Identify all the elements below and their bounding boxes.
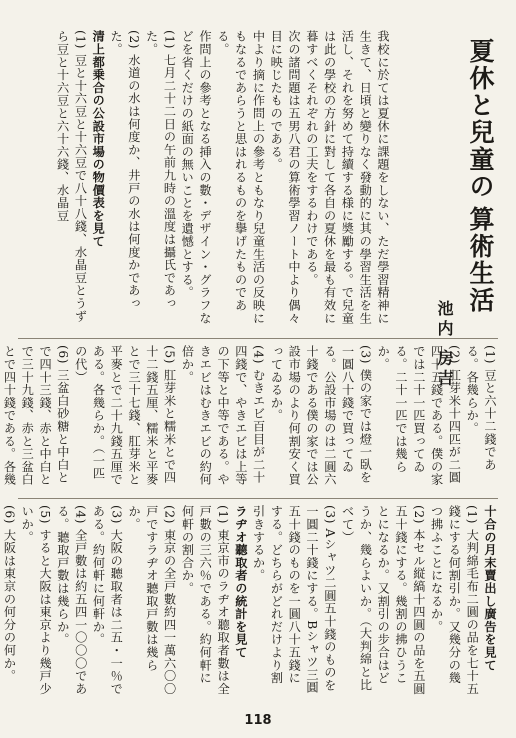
author-name: 池内 房吉: [435, 300, 454, 390]
problem-item: (1) 七月二十二日の午前九時の溫度は攝氏であった。: [144, 30, 177, 310]
problem-item: (2) 肛芽米十四匹が二圓四十五錢である。僕の家では二十一匹買ってゐる。二十一匹では幾らか。: [376, 345, 462, 486]
problem-item: (1) 大判綿毛布二圓の品を七十五錢にする何割引か。又幾分の幾つ拂ふことになるか。: [429, 505, 480, 695]
bottom-section-text: [2, 505, 498, 695]
paragraph: 中より摘に作問上の參考ともなり兒童生活の反映にもなるであらうと思はれるものを擧げたものである。: [215, 30, 266, 325]
problem-item: (6) 大阪は東京の何分の何か。: [2, 505, 17, 683]
problem-item: (1) 豆と六十二錢である。各幾らか。: [465, 345, 497, 471]
problem-item: (1) 豆と十六豆と十六豆で八十八錢、水晶豆とうずら豆と十六豆と六十六錢、水晶豆: [55, 30, 88, 323]
problem-item: (3) 大阪の聽取者は二五・一％である。約何軒に何軒か。: [91, 505, 124, 695]
title-line-2: 算術生活: [466, 206, 495, 314]
title-line-1: 夏休と兒童の: [466, 38, 495, 200]
problem-item: (6) 三盆白砂糖と中白とで四十三錢、赤と中白とで三十九錢、赤と三盆白とで四十錢である。各幾: [2, 345, 70, 486]
problem-item: (4) 全戸數は約五四一〇〇〇である。聽取戸數は幾らか。: [55, 505, 88, 695]
problem-item: (1) 東京市のラヂオ聽取者數は全戸數の三六％である。約何軒に何軒の割合か。: [180, 505, 231, 695]
top-section-text: [55, 30, 391, 330]
problem-item: (2) 東京の全戸數約四一萬六〇〇戸ですラヂオ聽取戸數は幾らか。: [127, 505, 177, 695]
page-number: 118: [244, 713, 272, 728]
problem-item: (3) Aシャツ二圓五十錢のものを一圓二十錢にする。Bシャツ三圓五十錢のものを一圓八十五錢にする。どちらがどれだけより割引きするか。: [251, 505, 337, 694]
problem-item: (2) 水道の水は何度か、井戸の水は何度かであった。: [109, 30, 141, 310]
problem-item: (2) 本セル縦縞十四圓の品を五圓五十錢にする。幾割の拂ひうことになるか。又割引の步合はどうか、幾らよいか。（大判綿と比べて）: [340, 505, 426, 695]
paragraph: 次の諸問題は五男八君の算術學習ノート中より偶々目に映じたものである。: [269, 30, 302, 325]
article-title: [462, 38, 498, 314]
section-divider: [18, 338, 498, 339]
middle-section-text: [2, 345, 498, 490]
paragraph: 作問上の參考となる挿入の數・デザイン・グラフなどを省くだけの紙面の無いことを遺憾とする。: [180, 30, 213, 325]
problem-item: (5) 肛芽米と糯米とで四十二錢五厘、糯米と平麥とで三十七錢、肛芽米と平麥とで二十九錢五厘である。各幾らか。（一匹の代）: [73, 345, 177, 486]
section-heading: 清上都乗合の公設市場の物價表を見て: [91, 30, 106, 248]
problem-item: (5) すると大阪は東京より幾戸少いか。: [20, 505, 53, 695]
problem-item: (4) むきエビ百目が二十四錢で、やきエビは上等の下等と中等である。やきエビはむきエビの約何倍か。: [180, 345, 266, 486]
section-divider: [18, 498, 498, 499]
problem-item: (3) 僕の家では燈一臥を一圓八十錢で買ってゐる。公設市場のは二圓六十錢である僕の家では公設市場のより何割安く買ってゐるか。: [269, 345, 373, 486]
section-heading: ラヂオ聽取者の統計を見て: [233, 505, 248, 659]
section-heading: 十合の月末賣出し廣告を見て: [483, 505, 497, 672]
paragraph: 我校に於ては夏休に課題をしない、ただ學習精神に生きて、日頃と變りなく發動的に其の學習生活を生活し、それを努めて持續する様に奬勵する。で兒童は此の學校の方針に對して各自の夏休を最も有效に暮すべくそれぞれの工夫をするわけである。: [304, 30, 390, 325]
